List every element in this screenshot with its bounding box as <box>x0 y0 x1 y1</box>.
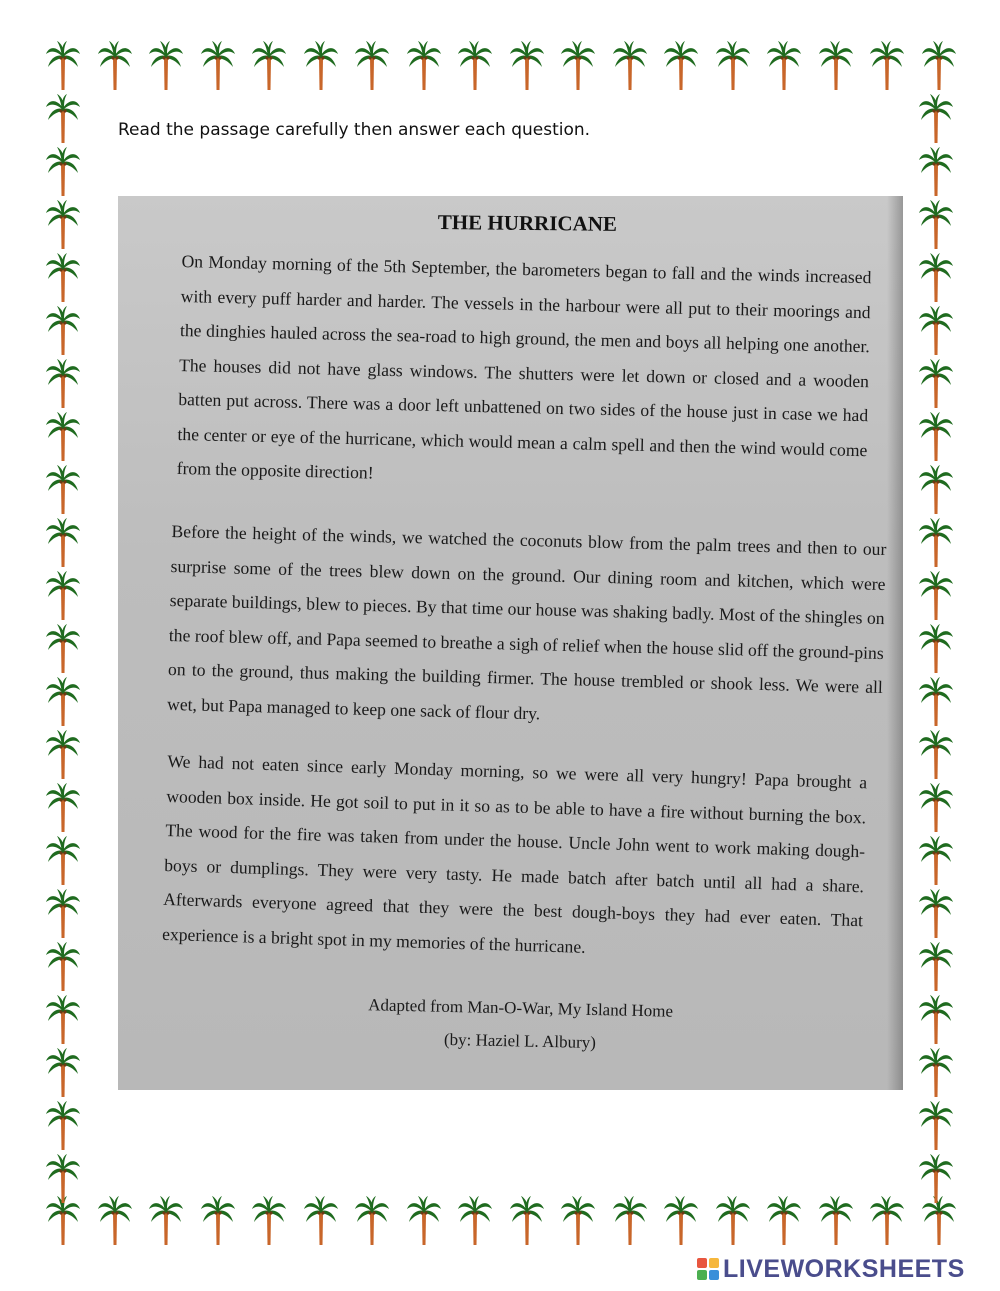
palm-tree-icon <box>457 40 493 90</box>
logo-block <box>697 1270 707 1280</box>
palm-tree-icon <box>148 40 184 90</box>
page-shadow <box>887 196 903 1090</box>
passage-attribution <box>355 988 686 1061</box>
attribution-author: (by: Haziel L. Albury) <box>443 1029 597 1053</box>
palm-tree-icon <box>406 1195 442 1245</box>
palm-tree-icon <box>200 1195 236 1245</box>
palm-tree-icon <box>303 40 339 90</box>
palm-tree-icon <box>918 941 954 991</box>
palm-tree-icon <box>45 517 81 567</box>
palm-tree-icon <box>612 1195 648 1245</box>
palm-tree-icon <box>45 729 81 779</box>
palm-tree-icon <box>918 252 954 302</box>
logo-block <box>697 1258 707 1268</box>
palm-tree-icon <box>715 1195 751 1245</box>
passage-title: THE HURRICANE <box>437 210 618 236</box>
passage-photo <box>118 196 903 1090</box>
palm-tree-icon <box>251 40 287 90</box>
palm-tree-icon <box>715 40 751 90</box>
palm-tree-icon <box>918 994 954 1044</box>
palm-tree-icon <box>457 1195 493 1245</box>
palm-tree-icon <box>45 888 81 938</box>
palm-tree-icon <box>45 358 81 408</box>
palm-tree-icon <box>818 1195 854 1245</box>
palm-tree-icon <box>45 305 81 355</box>
palm-tree-icon <box>918 305 954 355</box>
palm-tree-icon <box>354 40 390 90</box>
palm-tree-icon <box>45 40 81 90</box>
palm-tree-icon <box>918 93 954 143</box>
palm-tree-icon <box>354 1195 390 1245</box>
palm-tree-icon <box>97 1195 133 1245</box>
palm-tree-icon <box>45 199 81 249</box>
logo-icon <box>697 1258 719 1280</box>
palm-tree-icon <box>766 1195 802 1245</box>
palm-tree-icon <box>918 835 954 885</box>
palm-tree-icon <box>918 1100 954 1150</box>
attribution-source: Adapted from Man-O-War, My Island Home <box>368 995 674 1021</box>
logo-block <box>709 1270 719 1280</box>
palm-tree-icon <box>918 517 954 567</box>
palm-tree-icon <box>766 40 802 90</box>
palm-tree-icon <box>918 623 954 673</box>
palm-tree-icon <box>45 252 81 302</box>
palm-tree-icon <box>45 835 81 885</box>
palm-tree-icon <box>148 1195 184 1245</box>
palm-tree-icon <box>45 1153 81 1203</box>
palm-tree-icon <box>200 40 236 90</box>
palm-tree-icon <box>612 40 648 90</box>
palm-tree-icon <box>918 464 954 514</box>
palm-tree-icon <box>45 782 81 832</box>
passage-paragraph-3: We had not eaten since early Monday morning, so we were all very hungry! Papa brought a wooden box inside. He got soil to put in it so as to be able to have a fire without burning the box. The wood for the fire was taken from under the house. Uncle John went to work making dough-boys or dumplings. They were very tasty. He made batch after batch until all had a share. Afterwards everyone agreed that they were the best dough-boys they had ever eaten. That experience is a bright spot in my memories of the hurricane. <box>161 750 868 957</box>
palm-tree-icon <box>918 888 954 938</box>
passage-paragraph-2: Before the height of the winds, we watched the coconuts blow from the palm trees and then to our surprise some of the trees blew down on the ground. Our dining room and kitchen, which were separate buildings, blew to pieces. By that time our house was shaking badly. Most of the shingles on the roof blew off, and Papa seemed to breathe a sigh of relief when the house slid off the ground-pins on to the ground, thus making the building firmer. The house trembled or shook less. We were all wet, but Papa managed to keep one sack of flour dry. <box>166 520 887 723</box>
palm-tree-icon <box>869 1195 905 1245</box>
palm-tree-icon <box>509 40 545 90</box>
palm-tree-icon <box>406 40 442 90</box>
logo-block <box>709 1258 719 1268</box>
palm-tree-icon <box>918 676 954 726</box>
palm-tree-icon <box>918 411 954 461</box>
logo-text: LIVEWORKSHEETS <box>723 1254 965 1283</box>
palm-tree-icon <box>818 40 854 90</box>
palm-tree-icon <box>45 676 81 726</box>
palm-tree-icon <box>45 411 81 461</box>
palm-tree-icon <box>45 941 81 991</box>
palm-tree-icon <box>663 40 699 90</box>
palm-tree-icon <box>918 1047 954 1097</box>
instruction-text: Read the passage carefully then answer each question. <box>118 120 591 140</box>
palm-tree-icon <box>918 1153 954 1203</box>
palm-tree-icon <box>509 1195 545 1245</box>
palm-tree-icon <box>251 1195 287 1245</box>
palm-tree-icon <box>45 623 81 673</box>
palm-tree-icon <box>918 729 954 779</box>
palm-tree-icon <box>45 464 81 514</box>
palm-tree-icon <box>869 40 905 90</box>
palm-tree-icon <box>921 40 957 90</box>
palm-tree-icon <box>918 199 954 249</box>
palm-tree-icon <box>45 1100 81 1150</box>
palm-tree-icon <box>918 570 954 620</box>
passage-paragraph-1: On Monday morning of the 5th September, the barometers began to fall and the winds increased with every puff harder and harder. The vessels in the harbour were all put to their moorings and the dinghies hauled across the sea-road to high ground, the men and boys all helping one another. The houses did not have glass windows. The shutters were let down or closed and a wooden batten put across. There was a door left unbattened on two sides of the house just in case we had the center or eye of the hurricane, which would mean a calm spell and then the wind would come from the opposite direction! <box>176 250 872 483</box>
palm-tree-icon <box>663 1195 699 1245</box>
palm-tree-icon <box>560 40 596 90</box>
palm-tree-icon <box>303 1195 339 1245</box>
palm-tree-icon <box>97 40 133 90</box>
palm-tree-icon <box>45 146 81 196</box>
palm-tree-icon <box>918 358 954 408</box>
palm-tree-icon <box>45 994 81 1044</box>
palm-tree-icon <box>45 1047 81 1097</box>
palm-tree-icon <box>45 93 81 143</box>
palm-tree-icon <box>918 782 954 832</box>
palm-tree-icon <box>918 146 954 196</box>
palm-tree-icon <box>560 1195 596 1245</box>
liveworksheets-logo[interactable] <box>697 1254 965 1284</box>
palm-tree-icon <box>45 570 81 620</box>
